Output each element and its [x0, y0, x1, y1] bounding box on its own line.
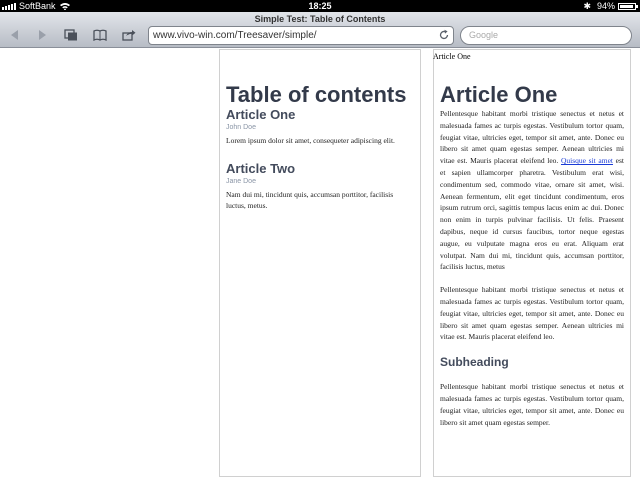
article-title: Article One	[440, 82, 558, 107]
article-paragraph: Pellentesque habitant morbi tristique senectus et netus et malesuada fames ac turpis egestas. Vestibulum tortor quam, feugiat vitae, ultricies eget, tempor sit amet, ante. Donec eu libero sit amet quam egestas semper. Aenean ultricies mi vitae est. Mauris placerat eleifend leo.	[440, 285, 624, 342]
paragraph-text: est et sapien ullamcorper pharetra. Vestibulum erat wisi, condimentum sed, commodo vitae, ornare sit amet, wisi. Aenean fermentum, elit eget tincidunt condimentum, eros ipsum rutrum orci, sagittis tempus lacus enim ac dui. Donec non enim in turpis pulvinar facilisis. Ut felis. Praesent dapibus, neque id cursus faucibus, tortor neque egestas augue, eu vulputate magna eros eu erat. Aliquam erat volutpat. Nam dui mi, tincidunt quis, accumsan porttitor, facilisis luctus, metus	[440, 156, 624, 272]
browser-toolbar	[0, 25, 640, 47]
search-input[interactable]: Google	[460, 26, 632, 45]
back-button[interactable]	[6, 27, 24, 43]
share-button[interactable]	[120, 27, 138, 43]
page-title: Simple Test: Table of Contents	[254, 14, 386, 24]
clock: 18:25	[308, 1, 332, 11]
toc-entry-summary: Lorem ipsum dolor sit amet, consequeter adipiscing elit.	[226, 136, 395, 145]
pages-button[interactable]	[62, 27, 80, 43]
toc-entry-title[interactable]: Article Two	[226, 161, 296, 176]
toc-entry-author: John Doe	[226, 124, 256, 131]
toc-entry[interactable]	[226, 162, 414, 211]
pages-icon	[64, 29, 78, 41]
toc-column	[219, 49, 421, 477]
forward-arrow-icon	[35, 29, 49, 41]
article-paragraph	[440, 108, 624, 273]
article-column	[433, 49, 631, 477]
article-paragraph: Pellentesque habitant morbi tristique senectus et netus et malesuada fames ac turpis egestas. Vestibulum tortor quam, feugiat vitae, ultricies eget, tempor sit amet, ante. Donec eu libero sit amet quam egestas semper.	[440, 382, 624, 427]
battery-percent: 94%	[596, 1, 615, 11]
status-bar	[0, 0, 640, 12]
toc-entry-summary: Nam dui mi, tincidunt quis, accumsan porttitor, facilisis luctus, metus.	[226, 190, 394, 210]
paragraph-text: Pellentesque habitant morbi tristique senectus et netus et malesuada fames ac turpis egestas. Vestibulum tortor quam, feugiat vitae, ultricies eget, tempor sit amet, ante. Donec eu libero sit amet quam egestas semper. Aenean ultricies mi vitae est. Mauris placerat eleifend leo.	[440, 109, 624, 166]
share-icon	[122, 29, 136, 41]
forward-button[interactable]	[33, 27, 51, 43]
inline-link[interactable]: Quisque sit amet	[560, 156, 613, 166]
address-bar[interactable]	[148, 26, 454, 45]
article-running-header: Article One	[433, 52, 471, 61]
battery-level	[620, 5, 633, 8]
url-text: www.vivo-win.com/Treesaver/simple/	[153, 30, 317, 41]
article-subheading: Subheading	[440, 355, 509, 370]
toc-entry-title[interactable]: Article One	[226, 107, 296, 122]
bookmarks-button[interactable]	[91, 27, 109, 43]
battery-icon	[618, 3, 636, 10]
browser-chrome	[0, 12, 640, 48]
bluetooth-icon: ✱	[583, 1, 591, 11]
carrier-name: SoftBank	[19, 1, 56, 11]
toc-entry[interactable]	[226, 108, 414, 146]
status-right	[583, 0, 636, 12]
toc-entry-author: Jane Doe	[226, 178, 256, 185]
toc-heading: Table of contents	[226, 82, 407, 107]
reload-icon[interactable]	[438, 29, 450, 41]
back-arrow-icon	[8, 29, 22, 41]
bookmarks-icon	[93, 29, 107, 41]
